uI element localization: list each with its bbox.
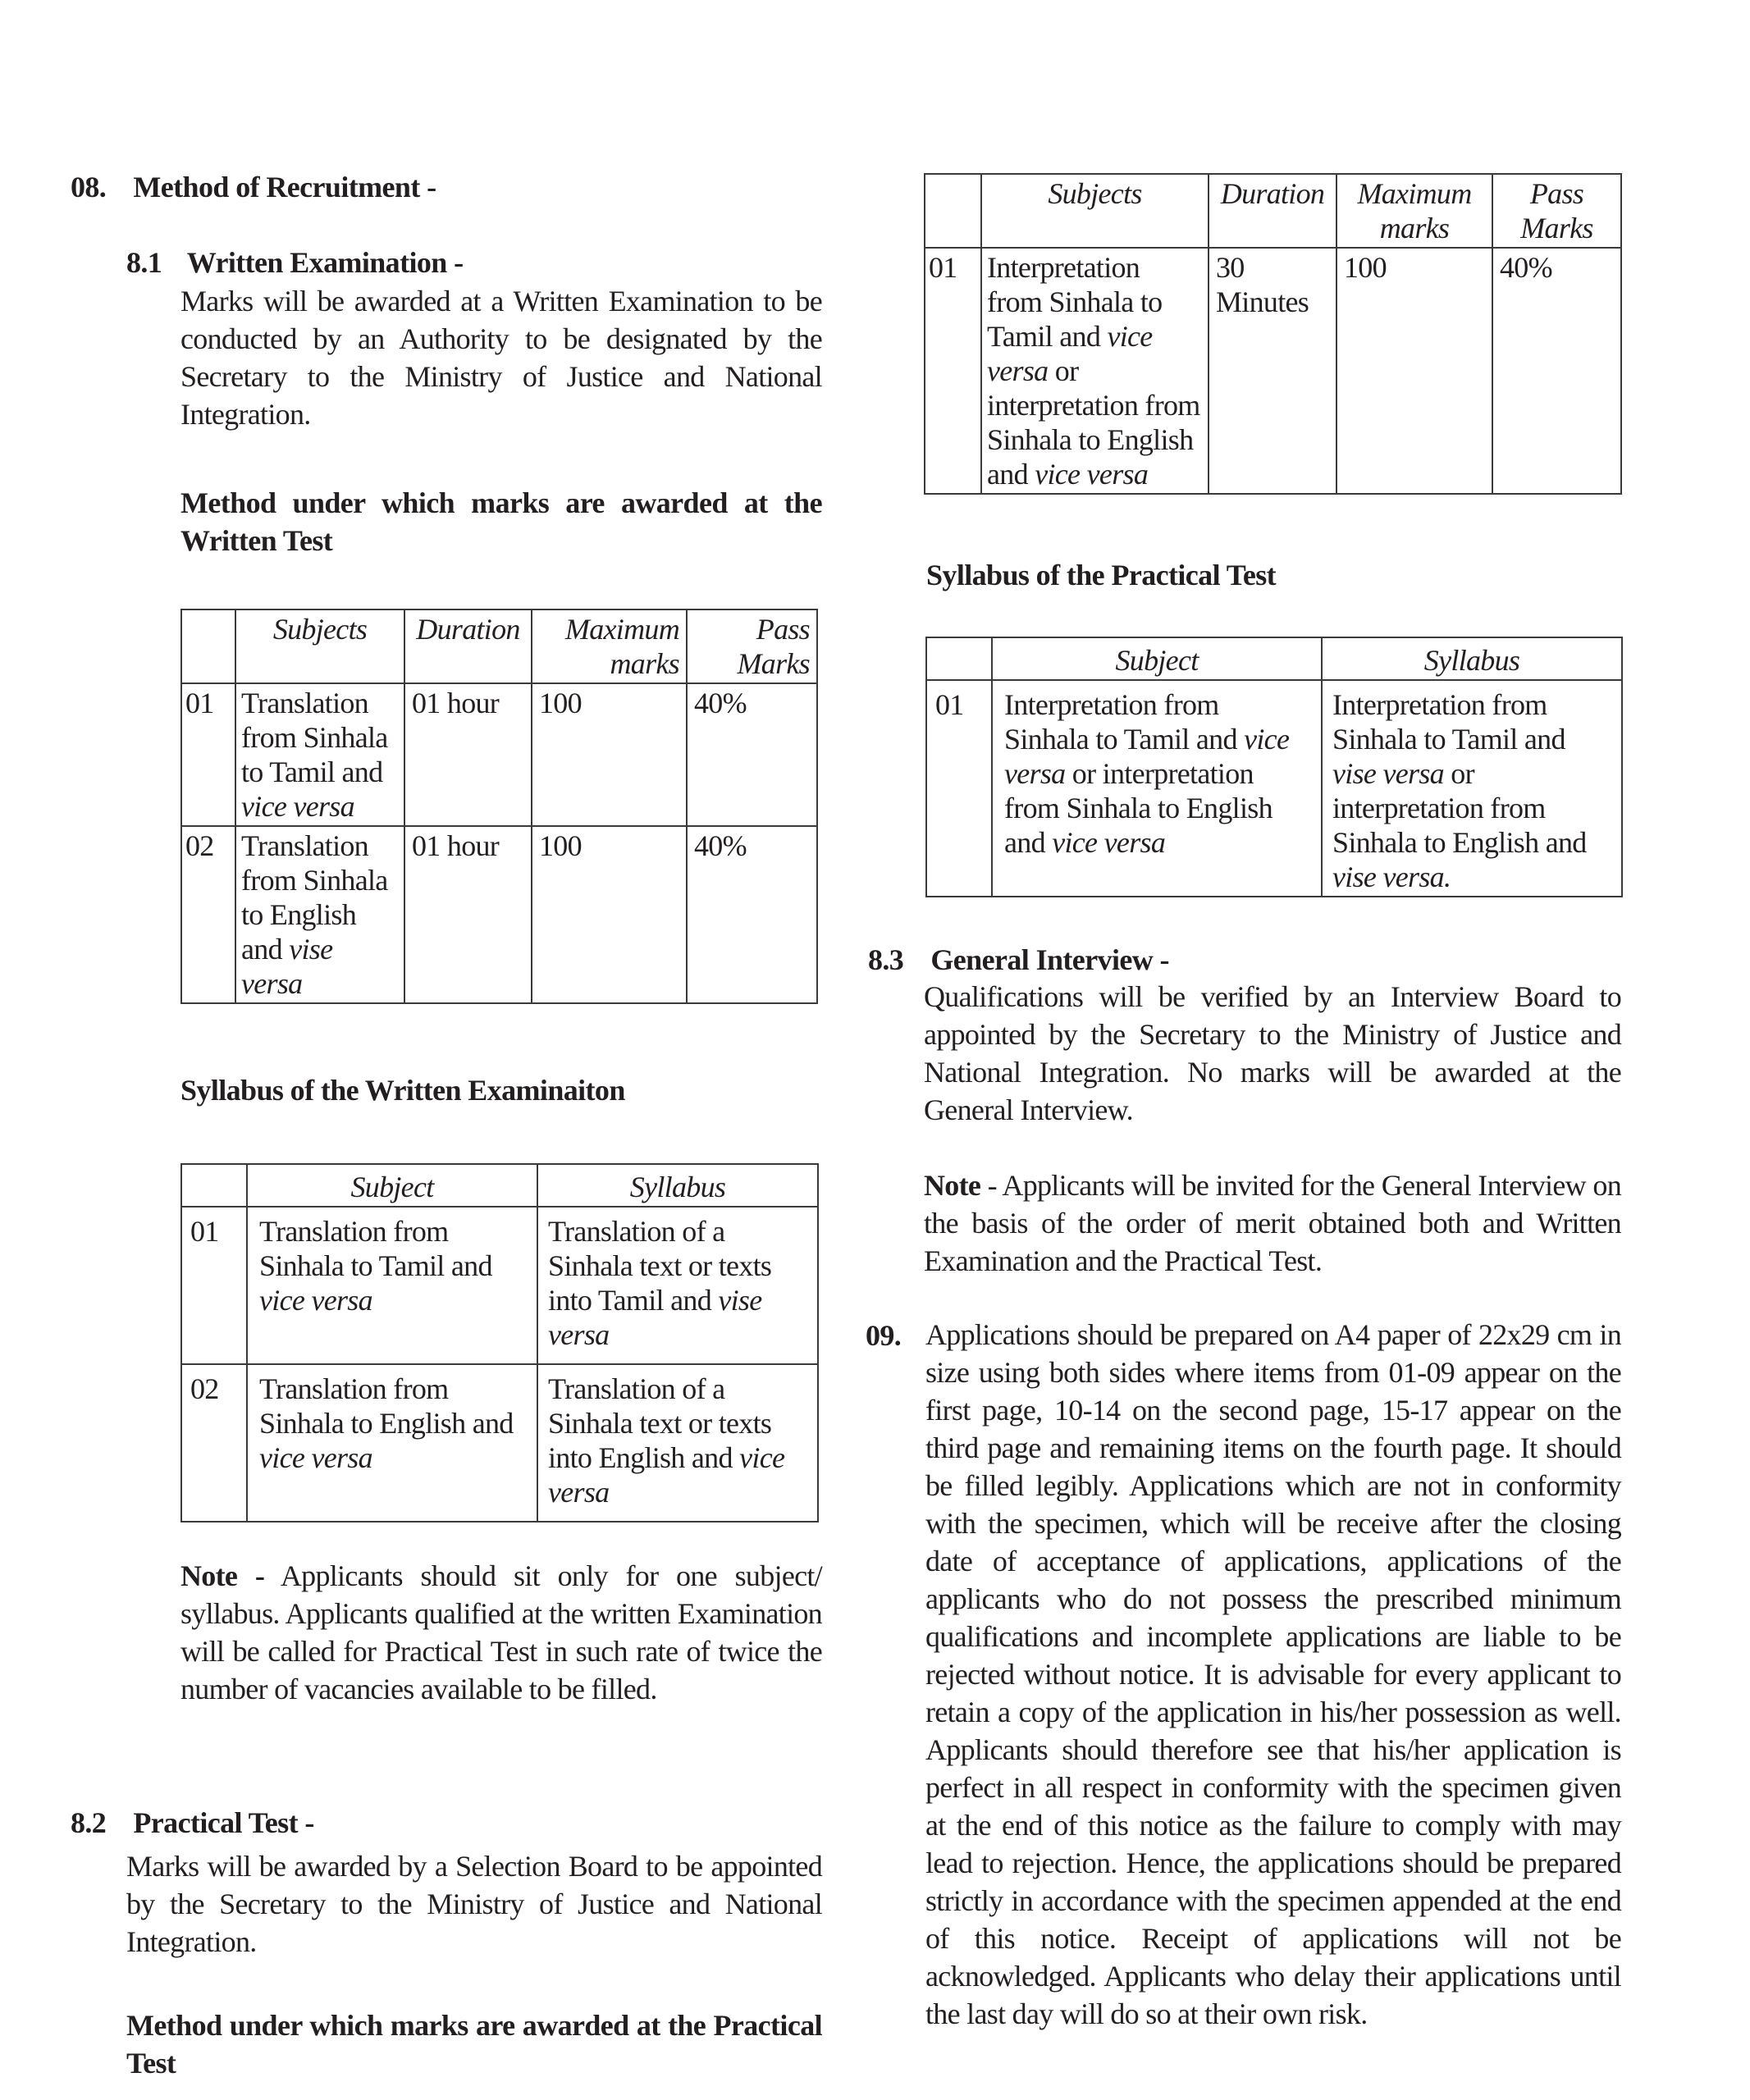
section-09-body: Applications should be prepared on A4 paper of 22x29 cm in size using both sides where items from 01-09 appear on the first page, 10-14 on the second page, 15-17 appear on the third page and remaining items on the fourth page. It should be filled legibly. Applications which are not in conformity with the specimen, which will be receive after the closing date of acceptance of applications, applications of the applicants who do not possess the prescribed minimum qualifications and incomplete applications are liable to be rejected without notice. It is advisable for every applicant to retain a copy of the application in his/her possession as well. Applicants should therefore see that his/her application is perfect in all respect in conformity with the specimen given at the end of this notice as the failure to comply with may lead to rejection. Hence, the applications should be prepared strictly in accordance with the specimen appended at the end of this notice. Receipt of applications will not be acknowledged. Applicants who delay their applications until the last day will do so at their own risk. [925, 1318, 1621, 2030]
section-title: Written Examination - [186, 246, 464, 279]
column-header: Maximum marks [1336, 174, 1492, 248]
note-label: Note - [180, 1559, 265, 1592]
max-marks-cell: 100 [1336, 248, 1492, 494]
subject-cell [992, 680, 1322, 897]
subject-cell [235, 683, 404, 826]
column-header: Subject [992, 637, 1322, 680]
column-header: Pass Marks [687, 609, 817, 683]
written-syllabus-table [180, 1163, 819, 1522]
section-8-1-heading [126, 244, 463, 281]
syllabus-italic: vise versa [548, 1284, 762, 1351]
syllabus-italic: vise versa [1332, 757, 1444, 790]
general-interview-note [924, 1166, 1621, 1280]
duration-cell: 01 hour [404, 683, 532, 826]
subject-text: Translation from Sinhala to English and [241, 829, 388, 966]
column-header: Syllabus [1322, 637, 1622, 680]
section-number: 8.2 [71, 1806, 107, 1839]
column-header: Syllabus [537, 1164, 818, 1207]
table-row [181, 683, 817, 826]
table-header-row [925, 174, 1621, 248]
subject-text: Interpretation from Sinhala to Tamil and [987, 251, 1163, 353]
pass-marks-cell: 40% [687, 683, 817, 826]
practical-syllabus-table [925, 637, 1623, 897]
section-8-2-heading [71, 1805, 314, 1841]
syllabus-italic: vice versa [548, 1441, 785, 1509]
row-number: 01 [181, 683, 235, 826]
column-header: Subjects [981, 174, 1209, 248]
written-marks-table [180, 609, 818, 1004]
row-number: 02 [181, 1364, 247, 1522]
row-number: 01 [925, 248, 981, 494]
practical-marks-table [924, 173, 1622, 495]
syllabus-cell [537, 1207, 818, 1364]
section-title: General Interview - [930, 943, 1169, 976]
column-header: Subject [247, 1164, 537, 1207]
subject-text: Translation from Sinhala to Tamil and [259, 1215, 492, 1282]
subject-italic: vice versa [259, 1441, 372, 1474]
subject-italic: vice versa [1052, 826, 1166, 859]
table-row [181, 1364, 818, 1522]
column-header: Pass Marks [1492, 174, 1621, 248]
section-title: Method of Recruitment - [133, 171, 436, 203]
row-number: 01 [926, 680, 992, 897]
subject-italic: vice versa [1004, 723, 1290, 790]
subject-text: Translation from Sinhala to English and [259, 1372, 514, 1440]
table-header-row [181, 1164, 818, 1207]
row-number: 02 [181, 826, 235, 1003]
written-exam-description: Marks will be awarded at a Written Examination to be conducted by an Authority to be designated by the Secretary to the Ministry of Justice and National Integration. [180, 285, 822, 431]
table-header-row [926, 637, 1622, 680]
section-title: Practical Test - [133, 1806, 314, 1839]
syllabus-text: Interpretation from Sinhala to Tamil and [1332, 688, 1565, 756]
column-header: Duration [404, 609, 532, 683]
syllabus-italic: vise versa. [1332, 861, 1451, 893]
pass-marks-cell: 40% [1492, 248, 1621, 494]
subject-italic: vise versa [241, 933, 333, 1000]
pass-marks-cell: 40% [687, 826, 817, 1003]
subject-text: or interpretation from Sinhala to English and [987, 354, 1200, 491]
note-text: Applicants should sit only for one subject/ syllabus. Applicants qualified at the written Examination will be called for Practical Test in such rate of twice the number of vacancies available to be filled. [180, 1559, 822, 1705]
max-marks-cell: 100 [532, 683, 687, 826]
syllabus-cell [1322, 680, 1622, 897]
subject-cell [247, 1364, 537, 1522]
syllabus-text: Translation of a Sinhala text or texts into Tamil and [548, 1215, 772, 1317]
column-header [181, 1164, 247, 1207]
table-row [925, 248, 1621, 494]
subject-italic: vice versa [1035, 458, 1149, 491]
section-8-3-heading [868, 942, 1169, 978]
subject-italic: vice versa [987, 320, 1153, 387]
syllabus-text: Translation of a Sinhala text or texts into English and [548, 1372, 772, 1474]
section-09-number: 09. [866, 1319, 902, 1352]
section-number: 08. [71, 171, 107, 203]
syllabus-text: or interpretation from Sinhala to English and [1332, 757, 1587, 859]
note-text: - Applicants will be invited for the General Interview on the basis of the order of merit obtained both and Written Examination and the Practical Test. [924, 1169, 1621, 1277]
note-label: Note [924, 1169, 981, 1202]
column-header [926, 637, 992, 680]
row-number: 01 [181, 1207, 247, 1364]
max-marks-cell: 100 [532, 826, 687, 1003]
subject-text: Translation from Sinhala to Tamil and [241, 687, 388, 788]
subject-italic: vice versa [259, 1284, 372, 1317]
written-method-heading: Method under which marks are awarded at the Written Test [180, 486, 822, 557]
practical-test-description: Marks will be awarded by a Selection Board to be appointed by the Secretary to the Ministry of Justice and National Integration. [126, 1850, 822, 1958]
duration-cell: 30 Minutes [1209, 248, 1336, 494]
section-08-heading [71, 169, 436, 205]
column-header: Duration [1209, 174, 1336, 248]
duration-cell: 01 hour [404, 826, 532, 1003]
general-interview-description: Qualifications will be verified by an Interview Board to appointed by the Secretary to the Ministry of Justice and National Integration. No marks will be awarded at the General Interview. [924, 980, 1621, 1126]
table-row [926, 680, 1622, 897]
column-header: Subjects [235, 609, 404, 683]
column-header [925, 174, 981, 248]
subject-cell [981, 248, 1209, 494]
subject-text: Interpretation from Sinhala to Tamil and [1004, 688, 1237, 756]
syllabus-cell [537, 1364, 818, 1522]
column-header [181, 609, 235, 683]
practical-method-heading: Method under which marks are awarded at the Practical Test [126, 2009, 822, 2079]
subject-cell [247, 1207, 537, 1364]
table-row [181, 826, 817, 1003]
written-syllabus-heading: Syllabus of the Written Examinaiton [180, 1074, 625, 1107]
section-number: 8.1 [126, 246, 162, 279]
section-number: 8.3 [868, 943, 904, 976]
practical-syllabus-heading: Syllabus of the Practical Test [926, 559, 1277, 591]
column-header: Maximum marks [532, 609, 687, 683]
subject-cell [235, 826, 404, 1003]
written-exam-note [180, 1557, 822, 1708]
subject-italic: vice versa [241, 790, 354, 823]
subject-text: or interpretation from Sinhala to English and [1004, 757, 1273, 859]
table-header-row [181, 609, 817, 683]
table-row [181, 1207, 818, 1364]
